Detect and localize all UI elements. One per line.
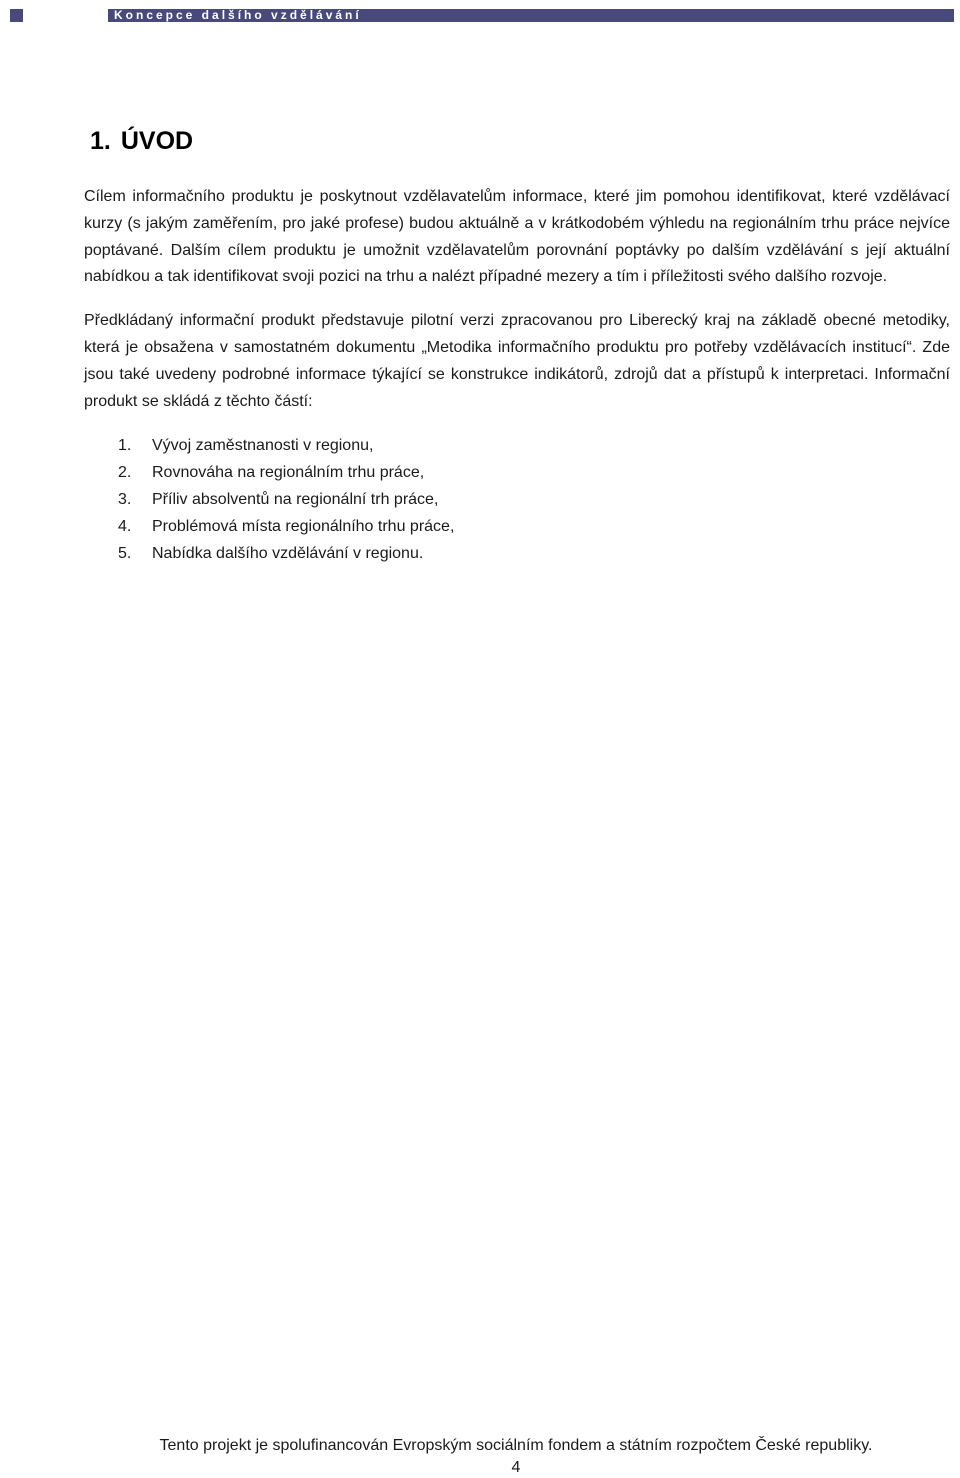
main-content [84,184,950,567]
list-item [84,433,950,460]
paragraph: Cílem informačního produktu je poskytnout vzdělavatelům informace, které jim pomohou identifikovat, které vzdělávací kurzy (s jakým zaměřením, pro jaké profese) budou aktuálně a v krátkodobém výhledu na regionálním trhu práce nejvíce poptávané. Dalším cílem produktu je umožnit vzdělavatelům porovnání poptávky po dalším vzdělávání s její aktuální nabídkou a tak identifikovat svoji pozici na trhu a nalézt případné mezery a tím i příležitosti svého dalšího rozvoje. [84,188,950,286]
list-item-number: 5. [118,544,132,562]
list-item [84,541,950,568]
list-item-number: 3. [118,490,132,508]
list-item-number: 1. [118,437,132,455]
list-item-text: Vývoj zaměstnanosti v regionu, [152,437,374,455]
section-title: ÚVOD [120,127,194,155]
list-item-number: 4. [118,517,132,535]
section-heading [90,124,193,158]
page-number: 4 [511,1459,521,1476]
list-item-text: Příliv absolventů na regionální trh práce, [152,490,439,508]
list-item [84,514,950,541]
header-bar [108,9,954,22]
parts-list [84,433,950,567]
list-item [84,487,950,514]
paragraph: Předkládaný informační produkt představuje pilotní verzi zpracovanou pro Liberecký kraj na základě obecné metodiky, která je obsažena v samostatném dokumentu „Metodika informačního produktu pro potřeby vzdělávacích institucí“. Zde jsou také uvedeny podrobné informace týkající se konstrukce indikátorů, zdrojů dat a přístupů k interpretaci. Informační produkt se skládá z těchto částí: [84,312,950,410]
list-item-text: Problémová místa regionálního trhu práce, [152,517,455,535]
list-item-number: 2. [118,464,132,482]
list-item-text: Nabídka dalšího vzdělávání v regionu. [152,544,424,562]
list-item [84,460,950,487]
header-title: Koncepce dalšího vzdělávání [114,8,362,22]
footer-funding-note: Tento projekt je spolufinancován Evropským sociálním fondem a státním rozpočtem České republiky. [159,1437,873,1454]
list-item-text: Rovnováha na regionálním trhu práce, [152,464,425,482]
section-number: 1. [90,127,111,155]
header-square-marker [10,9,23,22]
